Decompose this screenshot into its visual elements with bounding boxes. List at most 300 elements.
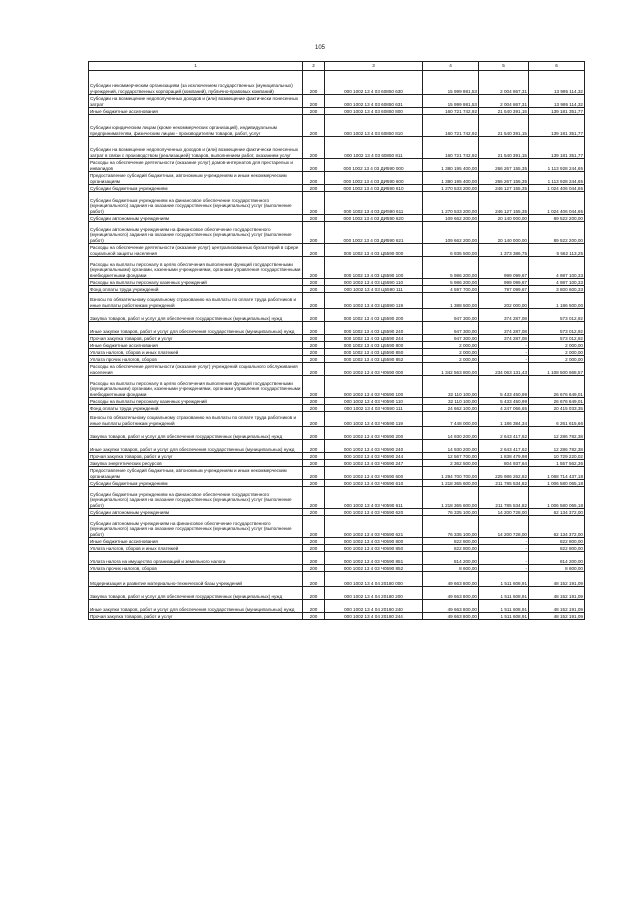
row-remaining: 2 000,00 — [529, 349, 585, 356]
row-remaining: 1 113 928 244,65 — [529, 159, 585, 172]
row-line-code: 200 — [303, 565, 325, 572]
table-row — [89, 600, 585, 613]
row-remaining: 1 006 580 065,18 — [529, 487, 585, 509]
row-budget-code: 000 1002 13 4 03 Ч0590 600 — [325, 467, 423, 480]
row-approved: 947 300,00 — [423, 335, 479, 342]
row-budget-code: 000 1002 13 4 03 Ч0590 850 — [325, 545, 423, 552]
row-executed: 1 511 608,91 — [479, 572, 529, 587]
row-executed: 1 373 386,75 — [479, 244, 529, 257]
table-row — [89, 115, 585, 137]
row-executed: 4 247 066,65 — [479, 405, 529, 412]
row-approved: 1 270 533 200,00 — [423, 185, 479, 192]
row-line-code: 200 — [303, 516, 325, 538]
row-approved: 7 448 000,00 — [423, 412, 479, 427]
row-name: Фонд оплаты труда учреждений — [89, 286, 303, 293]
row-name: Субсидии юридическим лицам (кроме некоммерческих организаций), индивидуальным предпринимателям, физическим лицам - производителям товаров, работ, услуг — [89, 115, 303, 137]
row-remaining: 1 024 406 044,65 — [529, 185, 585, 192]
row-name: Прочая закупка товаров, работ и услуг — [89, 335, 303, 342]
row-approved: 1 388 500,00 — [423, 293, 479, 309]
row-approved: 2 000,00 — [423, 349, 479, 356]
row-remaining: 3 800 600,33 — [529, 286, 585, 293]
row-remaining: 2 000,00 — [529, 342, 585, 349]
row-name: Модернизация и развитие материально-технической базы учреждений — [89, 572, 303, 587]
row-approved: 14 930 200,00 — [423, 427, 479, 440]
table-row — [89, 538, 585, 545]
row-line-code: 200 — [303, 293, 325, 309]
row-executed: 20 140 000,00 — [479, 215, 529, 222]
header-cell: 2 — [303, 62, 325, 71]
table-row — [89, 192, 585, 215]
row-budget-code: 000 1002 13 4 03 Ц5590 111 — [325, 286, 423, 293]
row-approved: 1 380 195 400,00 — [423, 159, 479, 172]
table-row — [89, 108, 585, 115]
row-line-code: 200 — [303, 600, 325, 613]
row-executed: 2 643 417,62 — [479, 427, 529, 440]
row-line-code: 200 — [303, 222, 325, 244]
row-executed: 234 063 131,43 — [479, 363, 529, 376]
row-remaining: 822 800,00 — [529, 545, 585, 552]
row-budget-code: 000 1002 13 4 03 Ч0590 240 — [325, 440, 423, 453]
row-name: Расходы на выплаты персоналу в целях обеспечения выполнения функций государственными (муниципальными) органами, казенными учреждениями, органами управления государственными внебюджетными фондами — [89, 257, 303, 279]
row-remaining: 1 113 928 244,65 — [529, 172, 585, 185]
row-line-code: 200 — [303, 342, 325, 349]
row-executed: 1 511 608,91 — [479, 587, 529, 600]
row-approved: 49 663 800,00 — [423, 572, 479, 587]
row-remaining: 1 108 500 668,57 — [529, 363, 585, 376]
table-row — [89, 509, 585, 516]
row-budget-code: 000 1002 13 4 03 Ц5590 800 — [325, 342, 423, 349]
row-line-code: 200 — [303, 363, 325, 376]
row-approved: 1 218 365 600,00 — [423, 480, 479, 487]
row-name: Субсидии автономным учреждениям на финансовое обеспечение государственного (муниципального) задания на оказание государственных (муниципальных) услуг (выполнение работ) — [89, 516, 303, 538]
row-name: Субсидии бюджетным учреждениям на финансовое обеспечение государственного (муниципального) задания на оказание государственных (муниципальных) услуг (выполнение работ) — [89, 487, 303, 509]
row-line-code: 200 — [303, 192, 325, 215]
row-approved: 32 110 100,00 — [423, 398, 479, 405]
table-row — [89, 613, 585, 620]
row-name: Расходы на выплаты персоналу казенных учреждений — [89, 398, 303, 405]
row-approved: 1 270 533 200,00 — [423, 192, 479, 215]
table-row — [89, 545, 585, 552]
row-line-code: 200 — [303, 71, 325, 95]
row-line-code: 200 — [303, 244, 325, 257]
row-name: Прочая закупка товаров, работ и услуг — [89, 453, 303, 460]
row-name: Закупка товаров, работ и услуг для обеспечения государственных (муниципальных) нужд — [89, 309, 303, 322]
row-remaining: 8 600,00 — [529, 565, 585, 572]
row-executed: 797 099,67 — [479, 286, 529, 293]
row-executed: - — [479, 538, 529, 545]
row-approved: 947 300,00 — [423, 309, 479, 322]
row-budget-code: 000 1002 13 4 03 Ч0590 621 — [325, 516, 423, 538]
table-row — [89, 222, 585, 244]
row-budget-code: 000 1002 13 4 03 Ц5590 000 — [325, 244, 423, 257]
row-executed: - — [479, 342, 529, 349]
row-budget-code: 000 1002 13 4 03 Ч0590 244 — [325, 453, 423, 460]
table-row — [89, 460, 585, 467]
table-row — [89, 363, 585, 376]
row-approved: 947 300,00 — [423, 322, 479, 335]
row-budget-code: 000 1002 13 4 03 Ч0590 620 — [325, 509, 423, 516]
row-executed: 1 511 608,91 — [479, 600, 529, 613]
row-line-code: 200 — [303, 509, 325, 516]
row-executed: - — [479, 545, 529, 552]
row-executed: 2 004 867,31 — [479, 71, 529, 95]
row-remaining: 12 286 782,38 — [529, 440, 585, 453]
row-line-code: 200 — [303, 487, 325, 509]
row-budget-code: 000 1002 13 4 03 ДИ590 611 — [325, 192, 423, 215]
row-budget-code: 000 1002 13 4 03 Ц5590 200 — [325, 309, 423, 322]
header-cell: 4 — [423, 62, 479, 71]
row-approved: 14 930 200,00 — [423, 440, 479, 453]
row-line-code: 200 — [303, 356, 325, 363]
row-name: Субсидии на возмещение недополученных доходов и (или) возмещение фактически понесенных затрат — [89, 95, 303, 108]
row-budget-code: 000 1002 13 4 03 Ц5590 110 — [325, 279, 423, 286]
row-executed: 374 287,08 — [479, 322, 529, 335]
row-budget-code: 000 1002 13 4 04 20180 000 — [325, 572, 423, 587]
row-remaining: 10 729 220,02 — [529, 453, 585, 460]
table-row — [89, 71, 585, 95]
row-approved: 1 380 195 400,00 — [423, 172, 479, 185]
page-number: 105 — [314, 45, 325, 51]
table-body — [89, 71, 585, 620]
table-row — [89, 322, 585, 335]
table-row — [89, 480, 585, 487]
row-executed: 21 540 391,15 — [479, 137, 529, 159]
row-approved: 49 663 800,00 — [423, 600, 479, 613]
row-line-code: 200 — [303, 480, 325, 487]
row-remaining: 822 800,00 — [529, 538, 585, 545]
row-budget-code: 000 1002 13 4 03 Ч0590 247 — [325, 460, 423, 467]
row-approved: 12 567 700,00 — [423, 453, 479, 460]
row-executed: 202 000,00 — [479, 293, 529, 309]
row-budget-code: 000 1002 13 4 03 Ч0590 100 — [325, 376, 423, 398]
row-name: Взносы по обязательному социальному страхованию на выплаты по оплате труда работников и иные выплаты работникам учреждений — [89, 293, 303, 309]
row-executed: 225 986 262,82 — [479, 467, 529, 480]
row-budget-code: 000 1002 13 4 03 Ч0590 000 — [325, 363, 423, 376]
row-line-code: 200 — [303, 286, 325, 293]
row-remaining: 4 987 100,33 — [529, 257, 585, 279]
row-budget-code: 000 1002 13 4 03 Ч0590 119 — [325, 412, 423, 427]
row-executed: - — [479, 349, 529, 356]
table-row — [89, 405, 585, 412]
row-name: Предоставление субсидий бюджетным, автономным учреждениям и иным некоммерческим организациям — [89, 467, 303, 480]
row-budget-code: 000 1002 13 4 03 60850 811 — [325, 137, 423, 159]
row-name: Субсидии бюджетным учреждениям — [89, 480, 303, 487]
table-row — [89, 215, 585, 222]
row-name: Предоставление субсидий бюджетным, автономным учреждениям и иным некоммерческим организациям — [89, 172, 303, 185]
row-name: Взносы по обязательному социальному страхованию на выплаты по оплате труда работников и иные выплаты работникам учреждений — [89, 412, 303, 427]
row-budget-code: 000 1002 13 4 03 Ц5590 852 — [325, 356, 423, 363]
table-row — [89, 412, 585, 427]
row-name: Уплата налогов, сборов и иных платежей — [89, 545, 303, 552]
row-remaining: 12 286 782,38 — [529, 427, 585, 440]
row-line-code: 200 — [303, 322, 325, 335]
table-row — [89, 286, 585, 293]
row-line-code: 200 — [303, 279, 325, 286]
row-executed: 374 287,08 — [479, 309, 529, 322]
row-line-code: 200 — [303, 412, 325, 427]
row-line-code: 200 — [303, 460, 325, 467]
row-executed: 246 127 155,35 — [479, 192, 529, 215]
row-budget-code: 000 1002 13 4 03 60850 631 — [325, 95, 423, 108]
row-approved: 1 342 563 800,00 — [423, 363, 479, 376]
row-line-code: 200 — [303, 427, 325, 440]
row-approved: 15 999 981,53 — [423, 71, 479, 95]
row-budget-code: 000 1002 13 4 03 Ц5590 119 — [325, 293, 423, 309]
header-cell: 6 — [529, 62, 585, 71]
header-cell: 5 — [479, 62, 529, 71]
row-line-code: 200 — [303, 440, 325, 453]
table-row — [89, 467, 585, 480]
row-name: Уплата прочих налогов, сборов — [89, 356, 303, 363]
row-executed: 21 540 391,15 — [479, 115, 529, 137]
row-name: Прочая закупка товаров, работ и услуг — [89, 613, 303, 620]
row-name: Субсидии на возмещение недополученных доходов и (или) возмещение фактически понесенных затрат в связи с производством (реализацией) товаров, выполнением работ, оказанием услуг — [89, 137, 303, 159]
row-approved: 160 721 742,92 — [423, 108, 479, 115]
row-budget-code: 000 1002 13 4 04 20180 244 — [325, 613, 423, 620]
row-name: Расходы на выплаты персоналу казенных учреждений — [89, 279, 303, 286]
row-approved: 8 600,00 — [423, 565, 479, 572]
row-name: Иные закупки товаров, работ и услуг для обеспечения государственных (муниципальных) нужд — [89, 322, 303, 335]
header-cell: 3 — [325, 62, 423, 71]
row-approved: 2 362 500,00 — [423, 460, 479, 467]
row-approved: 822 800,00 — [423, 538, 479, 545]
row-remaining: 89 522 200,00 — [529, 222, 585, 244]
row-executed: 211 785 534,82 — [479, 487, 529, 509]
row-budget-code: 000 1002 13 4 03 ДИ590 600 — [325, 172, 423, 185]
row-approved: 2 000,00 — [423, 342, 479, 349]
row-executed: 211 785 534,82 — [479, 480, 529, 487]
row-remaining: 1 186 500,00 — [529, 293, 585, 309]
row-line-code: 200 — [303, 215, 325, 222]
row-remaining: 573 012,92 — [529, 309, 585, 322]
row-name: Расходы на обеспечение деятельности (оказание услуг) учреждений социального обслуживания населения — [89, 363, 303, 376]
row-remaining: 1 006 580 065,18 — [529, 480, 585, 487]
row-budget-code: 000 1002 13 4 03 60850 810 — [325, 115, 423, 137]
table-row — [89, 95, 585, 108]
row-remaining: 1 024 406 044,65 — [529, 192, 585, 215]
row-name: Иные закупки товаров, работ и услуг для обеспечения государственных (муниципальных) нужд — [89, 440, 303, 453]
row-line-code: 200 — [303, 587, 325, 600]
table-row — [89, 293, 585, 309]
table-row — [89, 244, 585, 257]
table-row — [89, 552, 585, 565]
row-name: Закупка товаров, работ и услуг для обеспечения государственных (муниципальных) нужд — [89, 587, 303, 600]
row-name: Закупка энергетических ресурсов — [89, 460, 303, 467]
row-name: Уплата прочих налогов, сборов — [89, 565, 303, 572]
row-line-code: 200 — [303, 572, 325, 587]
row-approved: 822 800,00 — [423, 545, 479, 552]
row-remaining: 6 261 615,66 — [529, 412, 585, 427]
table-row — [89, 565, 585, 572]
row-line-code: 200 — [303, 172, 325, 185]
row-remaining: 62 134 372,00 — [529, 516, 585, 538]
row-remaining: 1 068 714 437,18 — [529, 467, 585, 480]
row-line-code: 200 — [303, 159, 325, 172]
row-name: Уплата налога на имущество организаций и земельного налога — [89, 552, 303, 565]
row-executed: 804 937,64 — [479, 460, 529, 467]
row-budget-code: 000 1002 13 4 03 Ч0590 611 — [325, 487, 423, 509]
row-budget-code: 000 1002 13 4 03 Ч0590 851 — [325, 552, 423, 565]
row-budget-code: 000 1002 13 4 03 ДИ590 620 — [325, 215, 423, 222]
table-row — [89, 587, 585, 600]
header-cell: 1 — [89, 62, 303, 71]
row-executed: 5 433 450,99 — [479, 376, 529, 398]
row-line-code: 200 — [303, 552, 325, 565]
table-row — [89, 342, 585, 349]
row-budget-code: 000 1002 13 4 03 Ч0590 800 — [325, 538, 423, 545]
row-approved: 5 986 200,00 — [423, 279, 479, 286]
row-remaining: 48 152 191,09 — [529, 613, 585, 620]
row-line-code: 200 — [303, 538, 325, 545]
row-budget-code: 000 1002 13 4 03 60850 630 — [325, 71, 423, 95]
row-remaining: 48 152 191,09 — [529, 600, 585, 613]
row-line-code: 200 — [303, 137, 325, 159]
table-row — [89, 309, 585, 322]
row-approved: 32 110 100,00 — [423, 376, 479, 398]
table-row — [89, 137, 585, 159]
row-executed: - — [479, 552, 529, 565]
row-remaining: 48 152 191,09 — [529, 587, 585, 600]
row-remaining: 573 012,92 — [529, 335, 585, 342]
row-line-code: 200 — [303, 257, 325, 279]
row-executed: 2 643 417,62 — [479, 440, 529, 453]
row-budget-code: 000 1002 13 4 03 ДИ590 000 — [325, 159, 423, 172]
table-row — [89, 487, 585, 509]
row-name: Субсидии автономным учреждениям — [89, 215, 303, 222]
row-approved: 2 000,00 — [423, 356, 479, 363]
row-executed: 14 200 728,00 — [479, 516, 529, 538]
row-budget-code: 000 1002 13 4 03 Ч0590 852 — [325, 565, 423, 572]
row-line-code: 200 — [303, 335, 325, 342]
budget-execution-table — [88, 61, 585, 620]
row-name: Фонд оплаты труда учреждений — [89, 405, 303, 412]
row-name: Расходы на выплаты персоналу в целях обеспечения выполнения функций государственными (муниципальными) органами, казенными учреждениями, органами управления государственными внебюджетными фондами — [89, 376, 303, 398]
table-row — [89, 376, 585, 398]
table-row — [89, 516, 585, 538]
row-line-code: 200 — [303, 613, 325, 620]
row-line-code: 200 — [303, 349, 325, 356]
header-row — [89, 62, 585, 71]
row-budget-code: 000 1002 13 4 03 Ч0590 200 — [325, 427, 423, 440]
row-approved: 1 218 365 600,00 — [423, 487, 479, 509]
row-executed: 1 186 384,34 — [479, 412, 529, 427]
row-executed: 21 540 391,15 — [479, 108, 529, 115]
table-row — [89, 356, 585, 363]
row-remaining: 573 012,92 — [529, 322, 585, 335]
row-line-code: 200 — [303, 108, 325, 115]
row-approved: 76 335 100,00 — [423, 516, 479, 538]
row-executed: - — [479, 565, 529, 572]
row-approved: 160 721 742,92 — [423, 137, 479, 159]
row-line-code: 200 — [303, 115, 325, 137]
row-remaining: 5 562 113,25 — [529, 244, 585, 257]
row-line-code: 200 — [303, 309, 325, 322]
row-approved: 6 935 500,00 — [423, 244, 479, 257]
row-approved: 1 294 700 700,00 — [423, 467, 479, 480]
row-remaining: 139 181 351,77 — [529, 137, 585, 159]
row-name: Расходы на обеспечение деятельности (оказание услуг) домов-интернатов для престарелых и инвалидов — [89, 159, 303, 172]
table-row — [89, 572, 585, 587]
row-approved: 4 597 700,00 — [423, 286, 479, 293]
row-budget-code: 000 1002 13 4 03 Ц5590 240 — [325, 322, 423, 335]
row-executed: 266 267 155,35 — [479, 159, 529, 172]
row-executed: - — [479, 356, 529, 363]
row-budget-code: 000 1002 13 4 03 ДИ590 621 — [325, 222, 423, 244]
table-row — [89, 159, 585, 172]
row-approved: 109 662 200,00 — [423, 222, 479, 244]
row-budget-code: 000 1002 13 4 04 20180 240 — [325, 600, 423, 613]
row-approved: 814 200,00 — [423, 552, 479, 565]
row-name: Расходы на обеспечение деятельности (оказание услуг) централизованных бухгалтерий в сфере социальной защиты населения — [89, 244, 303, 257]
row-remaining: 814 200,00 — [529, 552, 585, 565]
row-remaining: 62 134 372,00 — [529, 509, 585, 516]
table-row — [89, 398, 585, 405]
row-executed: 266 267 155,35 — [479, 172, 529, 185]
row-approved: 49 663 800,00 — [423, 587, 479, 600]
row-budget-code: 000 1002 13 4 03 Ч0590 110 — [325, 398, 423, 405]
row-remaining: 139 181 351,77 — [529, 108, 585, 115]
row-line-code: 200 — [303, 185, 325, 192]
row-remaining: 13 995 114,32 — [529, 71, 585, 95]
row-remaining: 4 987 100,33 — [529, 279, 585, 286]
row-remaining: 48 152 191,09 — [529, 572, 585, 587]
row-name: Субсидии некоммерческим организациям (за исключением государственных (муниципальных) учреждений, государственных корпораций (компаний), публично-правовых компаний) — [89, 71, 303, 95]
row-line-code: 200 — [303, 453, 325, 460]
table-row — [89, 335, 585, 342]
row-name: Субсидии бюджетным учреждениям на финансовое обеспечение государственного (муниципального) задания на оказание государственных (муниципальных) услуг (выполнение работ) — [89, 192, 303, 215]
row-approved: 15 999 981,53 — [423, 95, 479, 108]
row-budget-code: 000 1002 13 4 03 ДИ590 610 — [325, 185, 423, 192]
row-name: Субсидии бюджетным учреждениям — [89, 185, 303, 192]
row-line-code: 200 — [303, 398, 325, 405]
row-remaining: 2 000,00 — [529, 356, 585, 363]
row-executed: 1 838 479,98 — [479, 453, 529, 460]
row-name: Иные бюджетные ассигнования — [89, 342, 303, 349]
row-executed: 5 433 450,99 — [479, 398, 529, 405]
table-row — [89, 257, 585, 279]
row-budget-code: 000 1002 13 4 03 Ц5590 850 — [325, 349, 423, 356]
row-remaining: 1 557 562,36 — [529, 460, 585, 467]
row-name: Субсидии автономным учреждениям на финансовое обеспечение государственного (муниципального) задания на оказание государственных (муниципальных) услуг (выполнение работ) — [89, 222, 303, 244]
row-executed: 14 200 728,00 — [479, 509, 529, 516]
table-row — [89, 349, 585, 356]
row-approved: 109 662 200,00 — [423, 215, 479, 222]
row-line-code: 200 — [303, 95, 325, 108]
row-remaining: 26 676 649,01 — [529, 398, 585, 405]
row-line-code: 200 — [303, 545, 325, 552]
row-remaining: 13 995 114,32 — [529, 95, 585, 108]
row-name: Иные бюджетные ассигнования — [89, 108, 303, 115]
row-line-code: 200 — [303, 405, 325, 412]
table-row — [89, 279, 585, 286]
row-name: Уплата налогов, сборов и иных платежей — [89, 349, 303, 356]
table-row — [89, 185, 585, 192]
row-approved: 24 662 100,00 — [423, 405, 479, 412]
table-row — [89, 427, 585, 440]
table-row — [89, 440, 585, 453]
row-name: Иные бюджетные ассигнования — [89, 538, 303, 545]
row-executed: 999 099,67 — [479, 257, 529, 279]
row-executed: 20 140 000,00 — [479, 222, 529, 244]
row-budget-code: 000 1002 13 4 04 20180 200 — [325, 587, 423, 600]
row-line-code: 200 — [303, 376, 325, 398]
row-name: Иные закупки товаров, работ и услуг для обеспечения государственных (муниципальных) нужд — [89, 600, 303, 613]
row-budget-code: 000 1002 13 4 03 Ч0590 111 — [325, 405, 423, 412]
table-row — [89, 453, 585, 460]
row-remaining: 20 415 033,35 — [529, 405, 585, 412]
row-name: Закупка товаров, работ и услуг для обеспечения государственных (муниципальных) нужд — [89, 427, 303, 440]
row-executed: 1 511 608,91 — [479, 613, 529, 620]
